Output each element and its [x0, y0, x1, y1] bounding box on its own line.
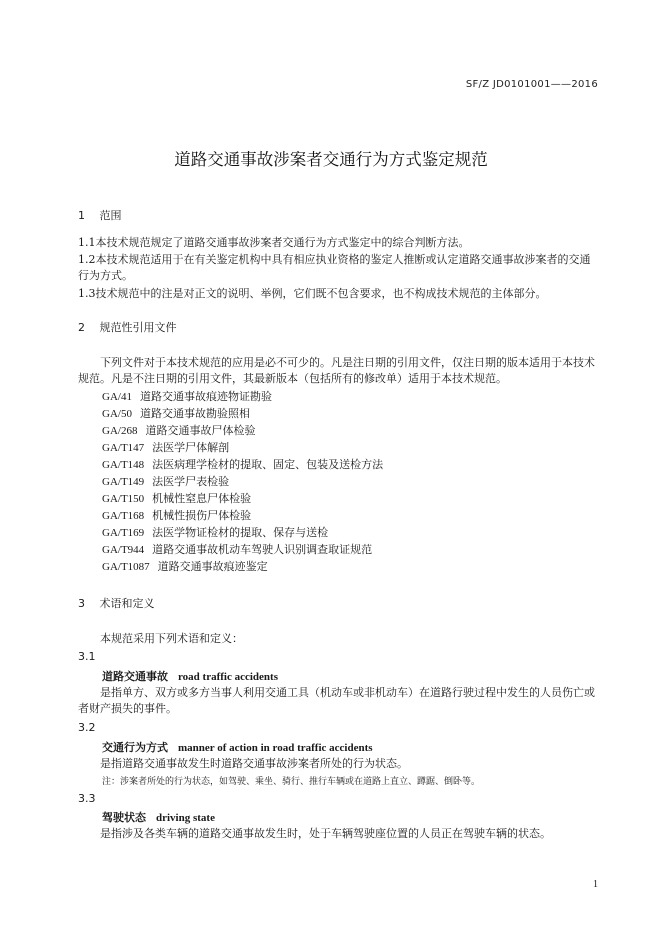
page-number: 1: [593, 879, 598, 890]
clause-text: 技术规范中的注是对正文的说明、举例，它们既不包含要求，也不构成技术规范的主体部分。: [95, 287, 547, 300]
reference-item: [102, 525, 328, 541]
term-cn: 道路交通事故: [102, 670, 168, 683]
reference-name: 法医学尸表检验: [152, 475, 230, 488]
reference-code: GA/T169: [102, 527, 145, 539]
section-number: 2: [78, 321, 85, 334]
reference-item: [102, 474, 229, 490]
reference-name: 机械性损伤尸体检验: [152, 509, 252, 522]
section-number: 3: [78, 597, 85, 610]
term-number: 3.3: [78, 792, 96, 805]
term-definition: 是指道路交通事故发生时道路交通事故涉案者所处的行为状态。: [100, 757, 408, 770]
section-3-intro: 本规范采用下列术语和定义：: [100, 632, 243, 645]
reference-code: GA/T150: [102, 493, 145, 505]
term-cn: 驾驶状态: [102, 811, 146, 824]
document-title: 道路交通事故涉案者交通行为方式鉴定规范: [174, 150, 488, 169]
section-title: 规范性引用文件: [99, 321, 177, 334]
clause-number: 1.1: [78, 236, 96, 249]
section-2-heading: [78, 320, 600, 336]
term-definition: 是指涉及各类车辆的道路交通事故发生时，处于车辆驾驶座位置的人员正在驾驶车辆的状态。: [100, 827, 551, 840]
reference-code: GA/268: [102, 425, 138, 437]
reference-code: GA/T149: [102, 476, 145, 488]
reference-item: [102, 440, 229, 456]
section-3-heading: [78, 596, 600, 612]
reference-code: GA/T1087: [102, 561, 150, 573]
term-title: [102, 739, 373, 755]
clause-number: 1.2: [78, 253, 96, 266]
term-en: manner of action in road traffic accidents: [178, 742, 373, 754]
term-definition: 是指单方、双方或多方当事人利用交通工具（机动车或非机动车）在道路行驶过程中发生的人员伤亡或者财产损失的事件。: [78, 686, 595, 715]
reference-code: GA/T147: [102, 442, 145, 454]
term-note: 注：涉案者所处的行为状态，如驾驶、乘坐、骑行、推行车辆或在道路上直立、蹲踞、倒卧等。: [102, 777, 481, 787]
term-cn: 交通行为方式: [102, 741, 168, 754]
reference-item: [102, 389, 272, 405]
reference-code: GA/50: [102, 408, 132, 420]
reference-name: 法医病理学检材的提取、固定、包装及送检方法: [152, 458, 384, 471]
term-title: [102, 809, 215, 825]
reference-name: 法医学物证检材的提取、保存与送检: [152, 526, 329, 539]
section-1-heading: [78, 208, 600, 224]
reference-code: GA/T944: [102, 544, 145, 556]
reference-item: [102, 508, 251, 524]
reference-name: 法医学尸体解剖: [152, 441, 230, 454]
reference-item: [102, 559, 268, 575]
reference-name: 道路交通事故尸体检验: [145, 424, 256, 437]
section-title: 术语和定义: [99, 597, 155, 610]
reference-name: 道路交通事故机动车驾驶人识别调查取证规范: [152, 543, 373, 556]
reference-code: GA/T168: [102, 510, 145, 522]
term-number: 3.1: [78, 650, 96, 663]
clause-1-3: [78, 286, 600, 302]
section-title: 范围: [99, 209, 122, 222]
section-2-intro: 下列文件对于本技术规范的应用是必不可少的。凡是注日期的引用文件，仅注日期的版本适用于本技术规范。凡是不注日期的引用文件，其最新版本（包括所有的修改单）适用于本技术规范。: [78, 356, 595, 385]
reference-item: [102, 423, 255, 439]
reference-name: 道路交通事故痕迹物证勘验: [139, 390, 272, 403]
term-en: driving state: [156, 812, 215, 824]
reference-code: GA/41: [102, 391, 132, 403]
standard-code: SF/Z JD0101001——2016: [465, 79, 598, 90]
term-number: 3.2: [78, 721, 96, 734]
term-en: road traffic accidents: [178, 671, 278, 683]
clause-1-1: [78, 235, 600, 251]
section-number: 1: [78, 209, 85, 222]
reference-name: 道路交通事故勘验照相: [139, 407, 250, 420]
reference-item: [102, 542, 372, 558]
reference-item: [102, 491, 251, 507]
clause-number: 1.3: [78, 287, 96, 300]
clause-text: 本技术规范适用于在有关鉴定机构中具有相应执业资格的鉴定人推断或认定道路交通事故涉案者的交通行为方式。: [78, 253, 591, 282]
reference-item: [102, 457, 383, 473]
reference-name: 道路交通事故痕迹鉴定: [157, 560, 268, 573]
reference-name: 机械性窒息尸体检验: [152, 492, 252, 505]
clause-1-2: [78, 252, 600, 284]
clause-text: 本技术规范规定了道路交通事故涉案者交通行为方式鉴定中的综合判断方法。: [95, 236, 470, 249]
term-title: [102, 668, 278, 684]
reference-code: GA/T148: [102, 459, 145, 471]
reference-item: [102, 406, 250, 422]
